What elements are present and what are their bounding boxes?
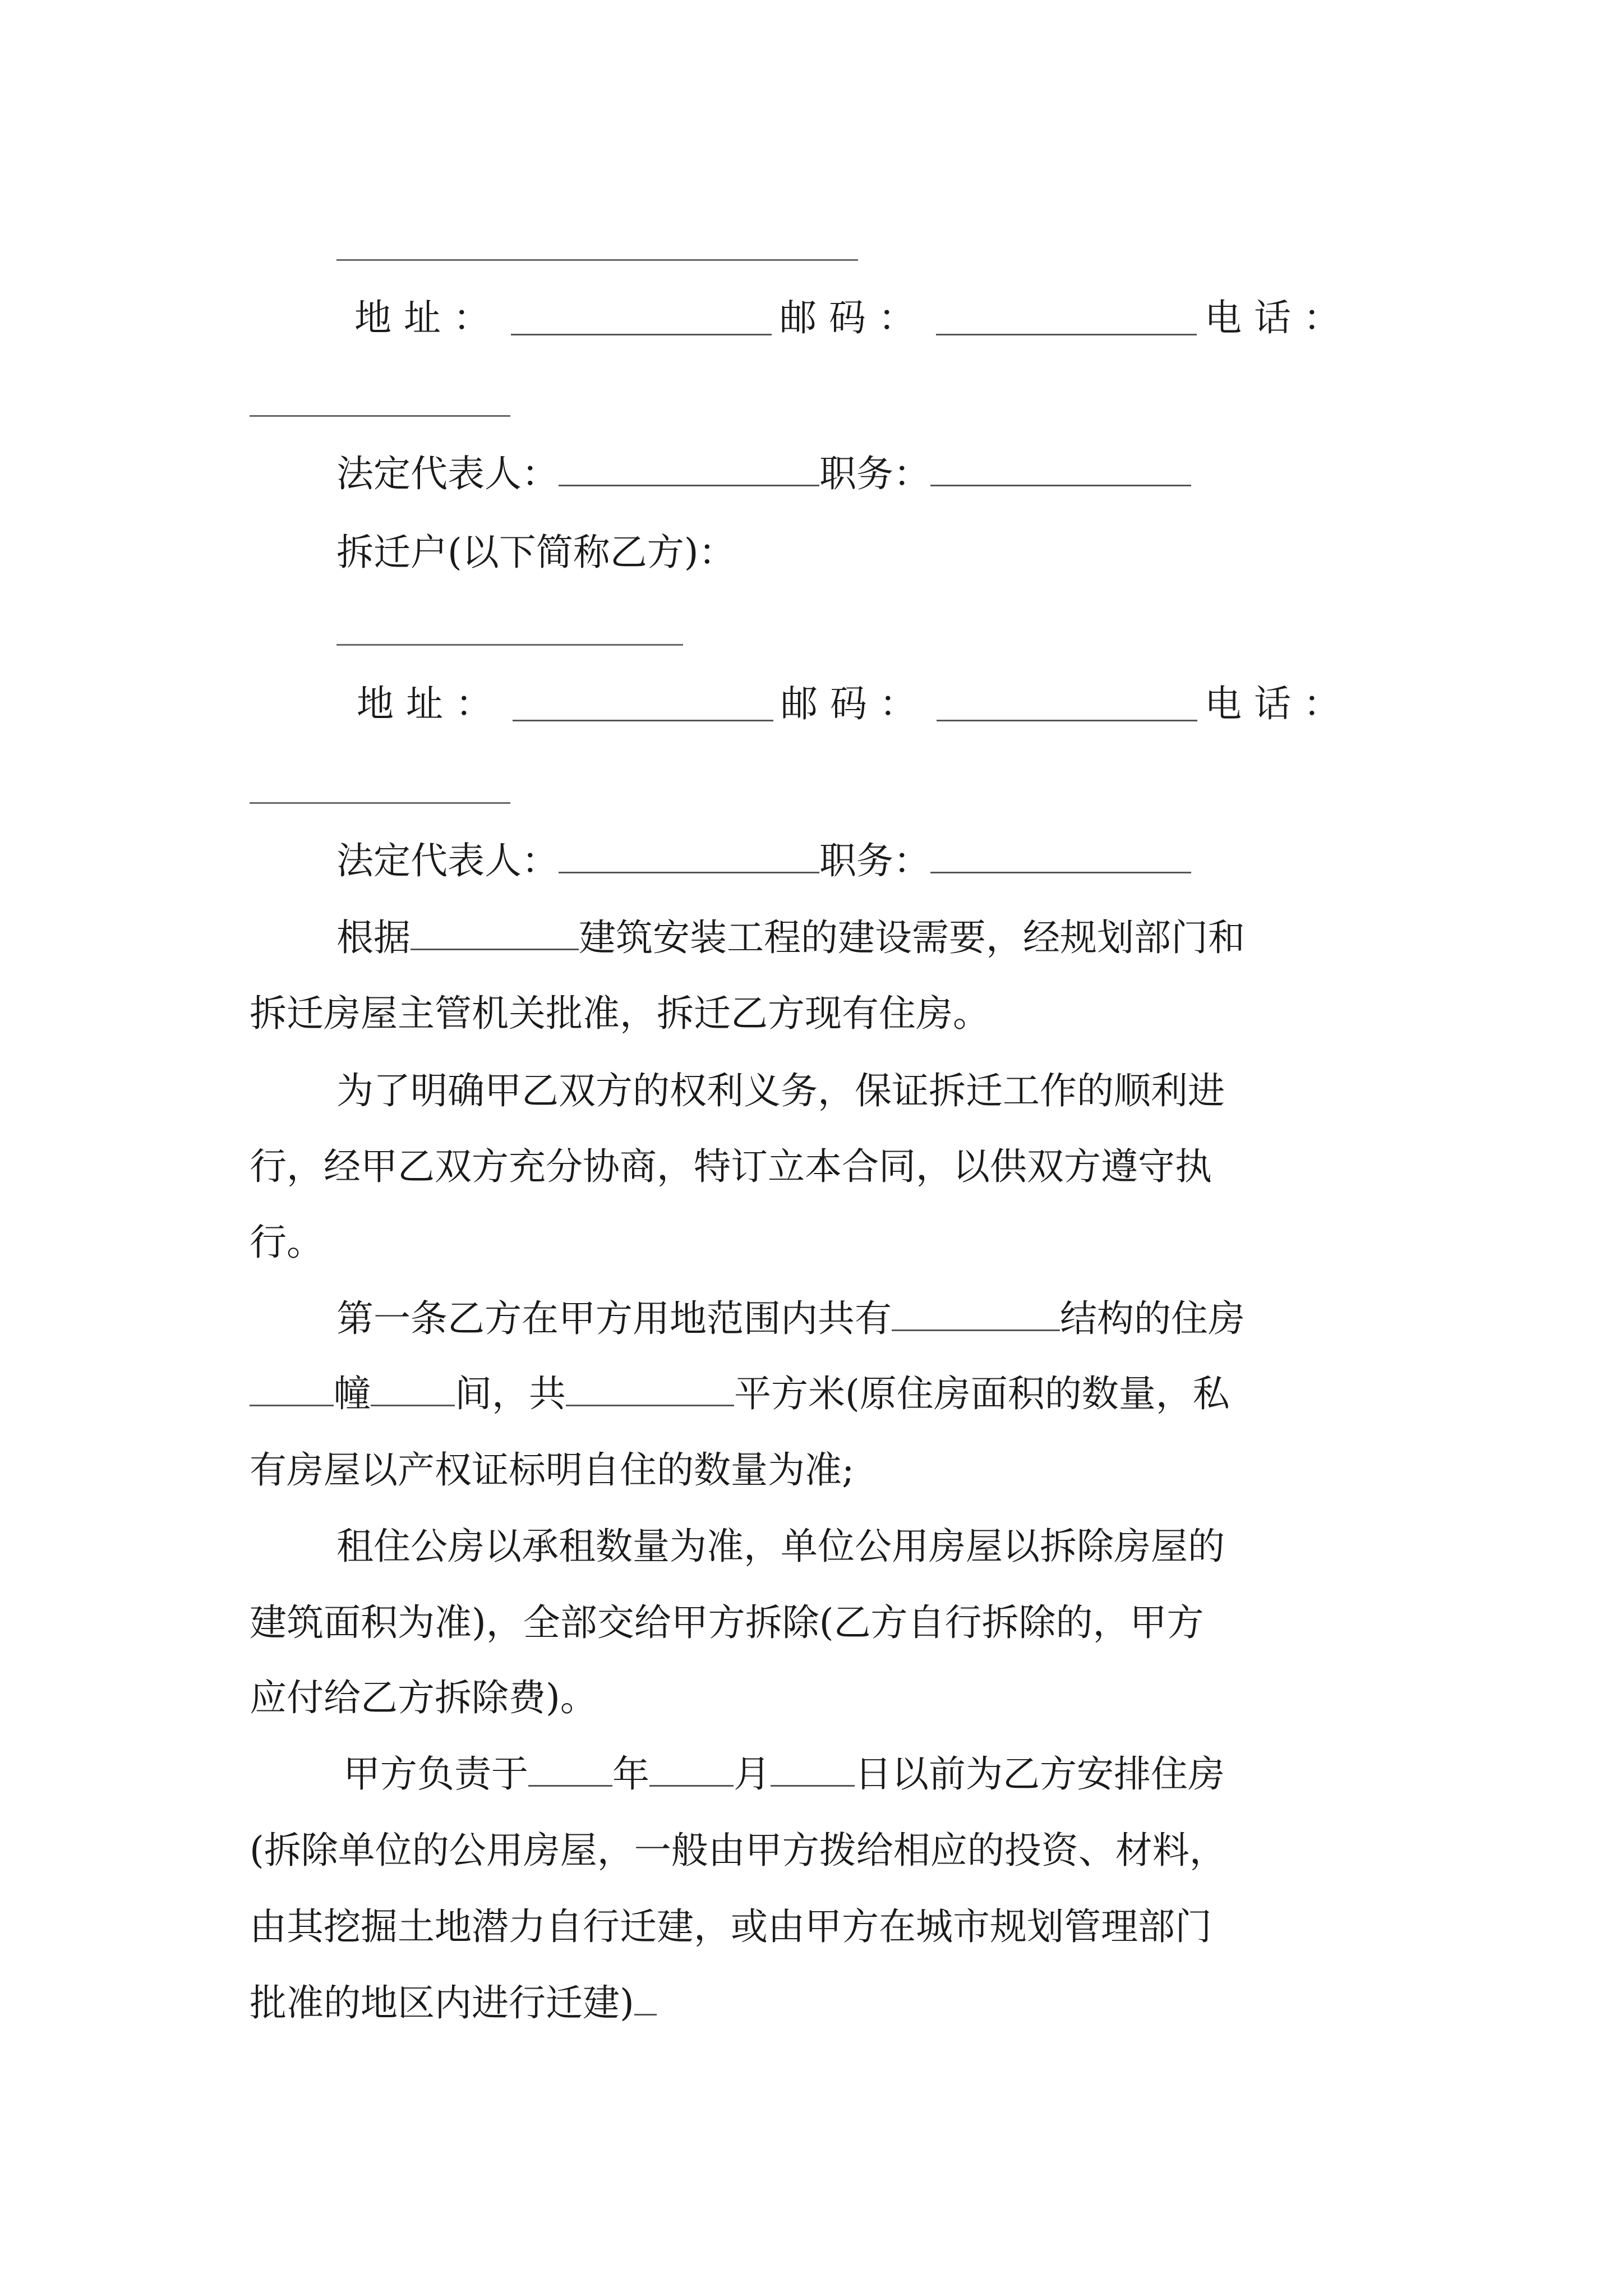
party-a-postcode-blank[interactable] (936, 301, 1197, 335)
p3-text-c: 幢 (334, 1372, 371, 1415)
party-a-position-blank[interactable] (930, 452, 1191, 486)
party-a-postcode-label: 邮码： (780, 296, 928, 339)
party-b-address-blank[interactable] (513, 687, 773, 721)
party-b-legal-rep-label: 法定代表人： (336, 839, 559, 882)
paragraph-2-line-3: 行。 (250, 1221, 324, 1264)
party-b-contact-line (357, 673, 1353, 735)
p3-text-d: 间，共 (455, 1372, 566, 1415)
party-b-position-blank[interactable] (930, 839, 1191, 873)
trailing-blank[interactable] (634, 1981, 657, 2016)
p5-text-a: 甲方负责于 (343, 1752, 528, 1796)
p3-text-a: 第一条乙方在甲方用地范围内共有 (336, 1297, 892, 1340)
month-blank[interactable] (649, 1752, 734, 1787)
party-b-rep-line (336, 830, 1475, 892)
party-b-postcode-blank[interactable] (937, 687, 1197, 721)
party-a-address-label: 地址： (354, 296, 502, 339)
party-a-position-label: 职务： (819, 452, 930, 495)
party-b-name-blank[interactable] (336, 644, 683, 646)
paragraph-1-line-1 (336, 907, 1475, 969)
party-a-address-blank[interactable] (511, 301, 772, 335)
party-b-phone-label: 电话： (1205, 682, 1353, 725)
project-name-blank[interactable] (411, 915, 579, 950)
paragraph-3-line-3: 有房屋以产权证标明自住的数量为准; (250, 1448, 855, 1492)
p1-text-a: 根据 (336, 916, 411, 959)
p5-text-g: 批准的地区内进行迁建) (250, 1981, 634, 2024)
party-a-legal-rep-blank[interactable] (559, 452, 819, 486)
paragraph-5-line-4 (250, 1972, 1388, 2034)
party-a-name-blank[interactable] (336, 259, 858, 261)
party-a-phone-label: 电话： (1205, 296, 1353, 339)
p1-text-b: 建筑安装工程的建设需要，经规划部门和 (579, 916, 1245, 959)
structure-type-blank[interactable] (892, 1296, 1060, 1331)
paragraph-1-line-2: 拆迁房屋主管机关批准，拆迁乙方现有住房。 (250, 992, 990, 1035)
party-a-legal-rep-label: 法定代表人： (336, 452, 559, 495)
party-b-postcode-label: 邮码： (781, 682, 929, 725)
building-count-blank[interactable] (250, 1372, 334, 1406)
year-blank[interactable] (528, 1752, 612, 1787)
party-b-legal-rep-blank[interactable] (559, 839, 819, 873)
paragraph-3-line-2 (250, 1363, 1388, 1425)
paragraph-3-line-1 (336, 1288, 1475, 1350)
party-a-phone-blank[interactable] (250, 415, 510, 417)
paragraph-2-line-1: 为了明确甲乙双方的权利义务，保证拆迁工作的顺利进 (336, 1069, 1225, 1112)
party-b-phone-blank[interactable] (250, 802, 510, 804)
area-blank[interactable] (566, 1372, 734, 1406)
p5-text-b: 年 (612, 1752, 649, 1796)
paragraph-4-line-1: 租住公房以承租数量为准，单位公用房屋以拆除房屋的 (336, 1525, 1225, 1568)
paragraph-2-line-2: 行，经甲乙双方充分协商，特订立本合同，以供双方遵守执 (250, 1145, 1212, 1188)
party-b-address-label: 地址： (357, 682, 505, 725)
day-blank[interactable] (771, 1752, 855, 1787)
p5-text-c: 月 (734, 1752, 771, 1796)
party-a-contact-line (354, 287, 1353, 349)
paragraph-5-line-3: 由其挖掘土地潜力自行迁建，或由甲方在城市规划管理部门 (250, 1905, 1212, 1948)
p3-text-b: 结构的住房 (1060, 1297, 1245, 1340)
party-b-header: 拆迁户(以下简称乙方)： (336, 531, 736, 574)
room-count-blank[interactable] (371, 1372, 455, 1406)
p3-text-e: 平方米(原住房面积的数量，私 (734, 1372, 1230, 1415)
paragraph-4-line-3: 应付给乙方拆除费)。 (250, 1676, 597, 1719)
paragraph-5-line-1 (343, 1743, 1482, 1805)
paragraph-5-line-2: (拆除单位的公用房屋，一般由甲方拨给相应的投资、材料， (250, 1829, 1227, 1872)
party-a-rep-line (336, 443, 1475, 505)
paragraph-4-line-2: 建筑面积为准)，全部交给甲方拆除(乙方自行拆除的，甲方 (250, 1601, 1204, 1644)
p5-text-d: 日以前为乙方安排住房 (855, 1752, 1225, 1796)
party-b-position-label: 职务： (819, 839, 930, 882)
